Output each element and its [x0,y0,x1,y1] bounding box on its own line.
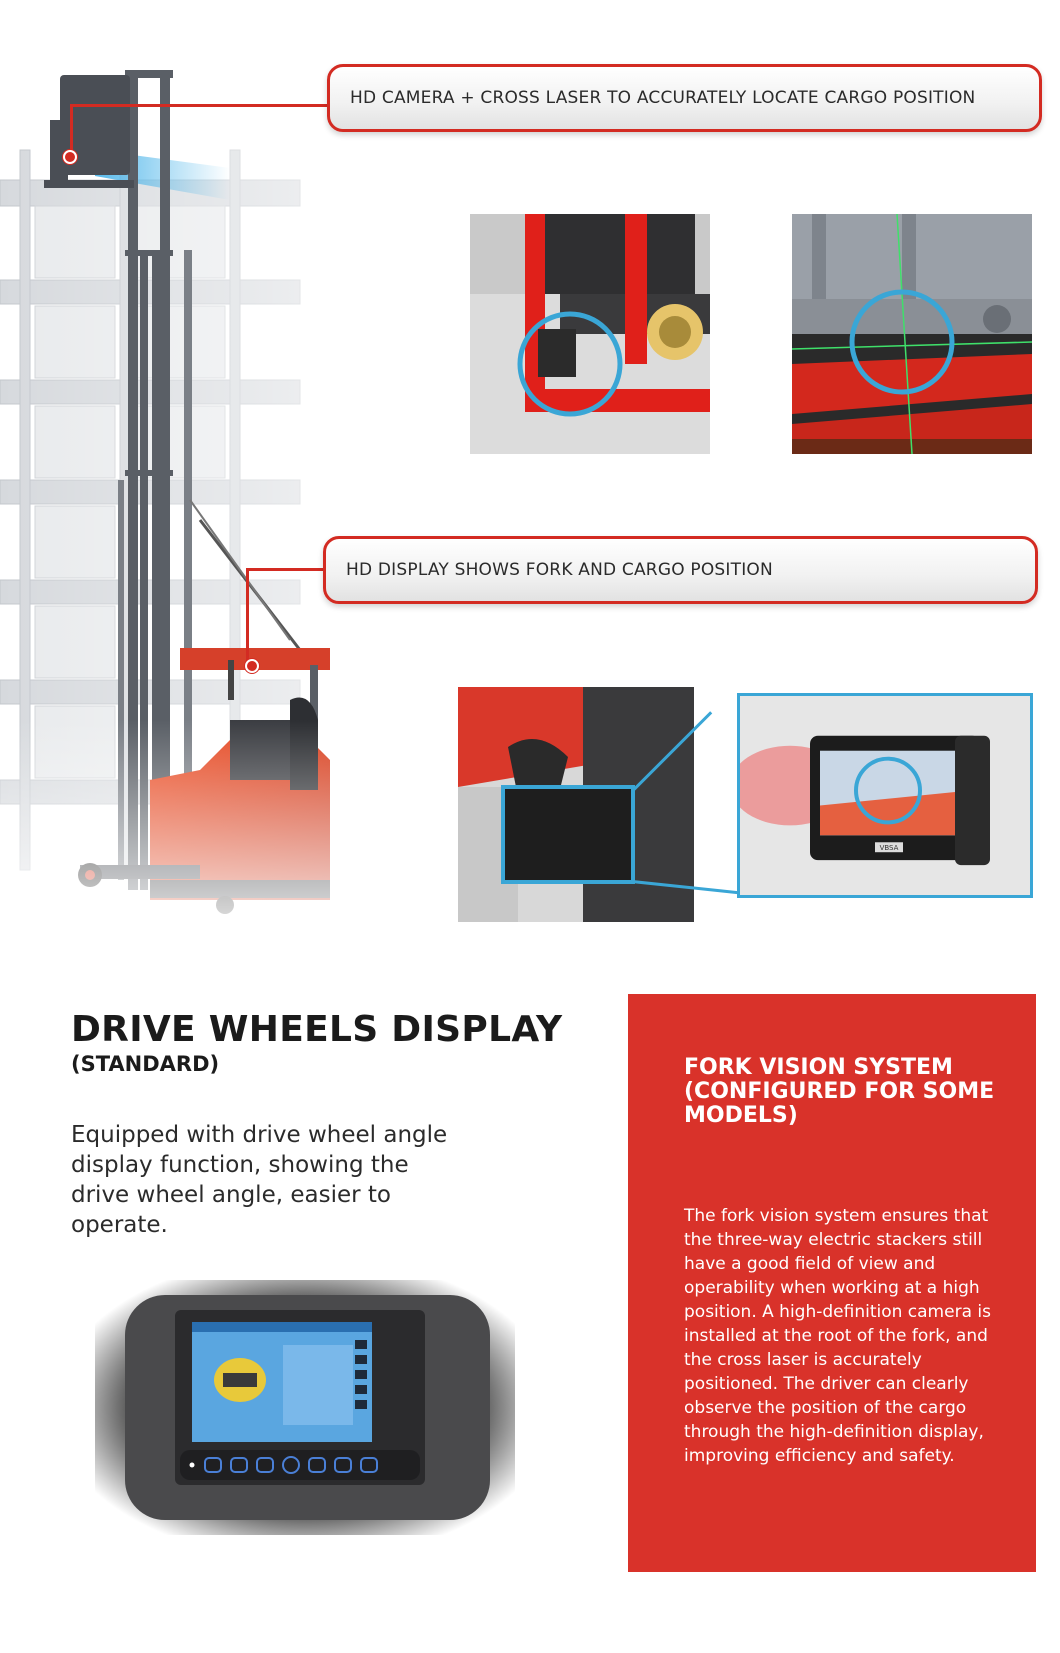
callout-leader-line [246,568,325,571]
camera-callout-text: HD CAMERA + CROSS LASER TO ACCURATELY LOCATE CARGO POSITION [350,88,976,108]
display-brand-label: VBSA [879,844,899,853]
drive-wheels-description: Equipped with drive wheel angle display function, showing the drive wheel angle, easier to operate. [71,1122,448,1238]
callout-leader-line [70,104,73,156]
hd-display-photo [737,693,1033,898]
callout-leader-line [70,104,329,107]
fork-camera-photo [470,214,710,454]
cross-laser-photo [792,214,1032,454]
display-callout [323,536,1038,604]
camera-callout [327,64,1042,132]
drive-wheels-subtitle: (STANDARD) [71,1052,220,1076]
drive-wheels-title: DRIVE WHEELS DISPLAY [71,1009,563,1050]
fork-vision-description: The fork vision system ensures that the three-way electric stackers still have a good field of view and operability when working at a high position. A high-definition camera is installed at the root of the fork, and the cross laser is accurately positioned. The driver can clearly observe the position of the cargo through the high-definition display, improving efficiency and safety. [684,1206,991,1466]
callout-leader-line [246,568,249,664]
drive-wheel-display-panel-photo [95,1280,515,1535]
camera-marker-dot [63,150,77,164]
fork-vision-title: FORK VISION SYSTEM (CONFIGURED FOR SOME MODELS) [684,1055,995,1128]
cab-display-photo [458,687,694,922]
fork-vision-info-box [628,994,1036,1572]
display-marker-dot [245,659,259,673]
display-callout-text: HD DISPLAY SHOWS FORK AND CARGO POSITION [346,560,773,580]
